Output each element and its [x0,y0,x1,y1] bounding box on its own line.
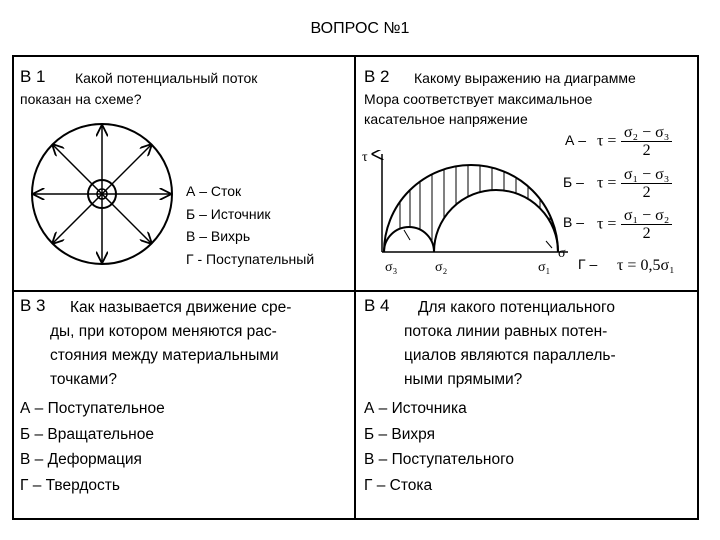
q4-number: В 4 [364,296,390,315]
q2-answer-a-formula: τ = $\frac{\text{σ₂ − σ₃}}{2}$ [597,124,672,159]
q1-number: В 1 [20,67,46,86]
q4-text-line4: ными прямыми? [404,371,523,388]
grid-vertical-divider [354,55,356,520]
sigma2-label: σ₂ [435,260,448,275]
q4-text-line3: циалов являются параллель- [404,347,616,364]
q2-text-line1: Какому выражению на диаграмме [414,70,636,86]
q2-text-line3: касательное напряжение [364,111,528,127]
q4-option-d[interactable]: Г – Стока [364,476,433,494]
q2-answer-c-label[interactable]: В – [563,214,585,230]
q4-text-line1: Для какого потенциального [418,299,615,316]
q3-text-line2: ды, при котором меняются рас- [50,323,277,340]
page-title: ВОПРОС №1 [310,20,410,37]
q3-text-line3: стояния между материальными [50,347,279,364]
tau-axis-label: τ [362,150,368,165]
q2-number: В 2 [364,67,390,86]
q3-option-b[interactable]: Б – Вращательное [20,425,154,443]
q4-option-b[interactable]: Б – Вихря [364,425,435,443]
q3-option-a[interactable]: А – Поступательное [20,400,165,417]
q3-option-d[interactable]: Г – Твердость [20,476,120,494]
q1-option-d[interactable]: Г - Поступательный [186,250,315,267]
q2-answer-b-label[interactable]: Б – [563,174,584,190]
sigma3-label: σ₃ [385,260,398,275]
q3-option-c[interactable]: В – Деформация [20,451,142,468]
q3-number: В 3 [20,296,46,315]
q1-option-a[interactable]: А – Сток [186,183,242,199]
q2-answer-c-formula: τ = $\frac{\text{σ₁ − σ₂}}{2}$ [597,207,672,242]
sigma1-label: σ₁ [538,260,551,275]
q2-text-line2: Мора соответствует максимальное [364,91,593,107]
q1-text-line1: Какой потенциальный поток [75,70,258,86]
q2-answer-b-formula: τ = $\frac{\text{σ₁ − σ₃}}{2}$ [597,166,672,201]
flow-scheme-diagram [28,120,176,268]
q4-option-a[interactable]: А – Источника [364,400,467,417]
q4-text-line2: потока линии равных потен- [404,323,608,340]
grid-horizontal-divider [12,290,699,292]
mohr-diagram [370,150,570,278]
q2-answer-d-formula: τ = 0,5σ₁ [617,257,675,274]
q3-text-line4: точками? [50,371,117,388]
q1-option-b[interactable]: Б – Источник [186,205,271,222]
q1-text-line2: показан на схеме? [20,91,142,107]
q3-text-line1: Как называется движение сре- [70,299,292,316]
q2-answer-d-label[interactable]: Г – [578,256,598,272]
q1-option-c[interactable]: В – Вихрь [186,228,251,244]
q4-option-c[interactable]: В – Поступательного [364,451,515,468]
sigma-axis-label: σ [558,246,566,261]
q2-answer-a-label[interactable]: А – [565,132,587,148]
